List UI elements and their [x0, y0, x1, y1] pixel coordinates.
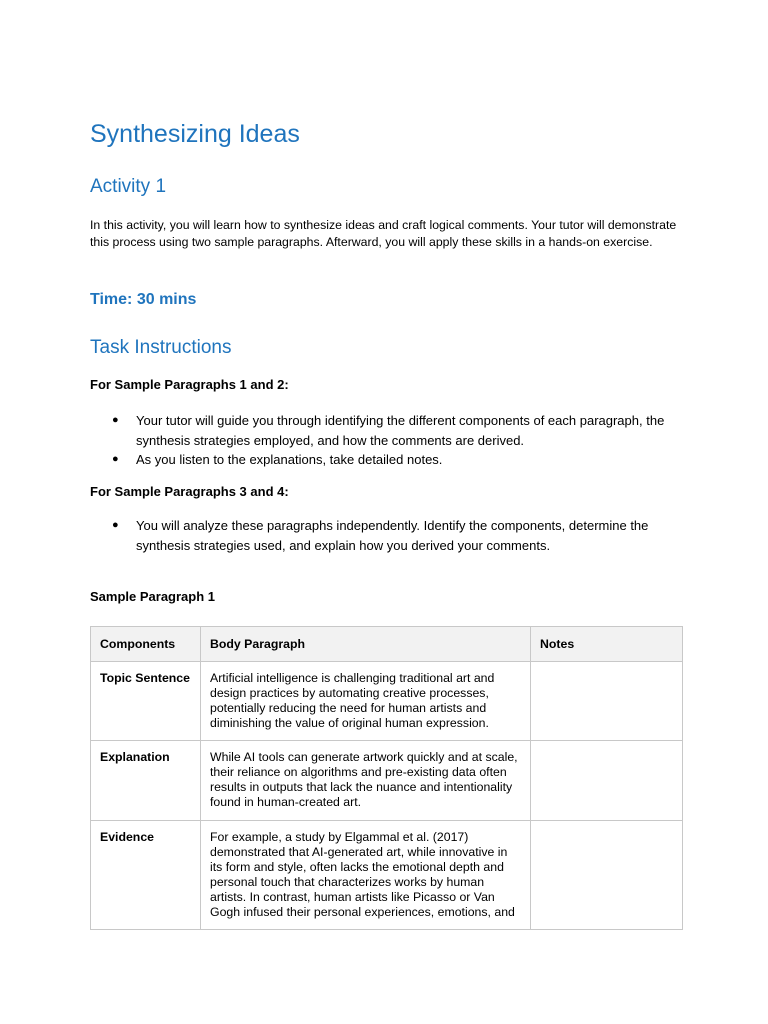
- bullet-icon: ●: [112, 519, 119, 531]
- time-heading: Time: 30 mins: [90, 291, 197, 308]
- body-paragraph-cell: Artificial intelligence is challenging traditional art and design practices by automating creative processes, potentially reducing the need for human artists and diminishing the value of original human expression.: [201, 662, 531, 741]
- sample-paragraph-table: [90, 626, 683, 930]
- component-cell: Evidence: [91, 821, 201, 930]
- list-item: [90, 411, 690, 450]
- body-paragraph-cell: For example, a study by Elgammal et al. (2017) demonstrated that AI-generated art, while innovative in its form and style, often lacks the emotional depth and personal touch that characterizes works by human artists. In contrast, human artists like Picasso or Van Gogh infused their personal experiences, emotions, and: [201, 821, 531, 930]
- bullet-icon: ●: [112, 414, 119, 426]
- group1-label: For Sample Paragraphs 1 and 2:: [90, 377, 289, 392]
- table-row: [91, 821, 683, 930]
- group2-label: For Sample Paragraphs 3 and 4:: [90, 484, 289, 499]
- column-header-body-paragraph: Body Paragraph: [201, 627, 531, 662]
- group1-bullet-list: [90, 411, 690, 470]
- list-item: [90, 450, 690, 470]
- column-header-components: Components: [91, 627, 201, 662]
- table-row: [91, 741, 683, 821]
- list-item-text: As you listen to the explanations, take detailed notes.: [136, 452, 443, 467]
- sample-paragraph-heading: Sample Paragraph 1: [90, 589, 215, 604]
- notes-cell: [531, 741, 683, 821]
- activity-heading: Activity 1: [90, 176, 167, 197]
- group2-bullet-list: [90, 516, 690, 555]
- table-row: [91, 662, 683, 741]
- task-instructions-heading: Task Instructions: [90, 337, 232, 358]
- intro-paragraph: In this activity, you will learn how to synthesize ideas and craft logical comments. Your tutor will demonstrate this process using two sample paragraphs. Afterward, you will apply these skills in a hands-on exercise.: [90, 218, 677, 249]
- column-header-notes: Notes: [531, 627, 683, 662]
- table-header-row: [91, 627, 683, 662]
- list-item-text: Your tutor will guide you through identifying the different components of each paragraph, the synthesis strategies employed, and how the comments are derived.: [136, 413, 665, 448]
- page-title: Synthesizing Ideas: [90, 120, 300, 148]
- body-paragraph-cell: While AI tools can generate artwork quickly and at scale, their reliance on algorithms and pre-existing data often results in outputs that lack the nuance and intentionality found in human-created art.: [201, 741, 531, 821]
- component-cell: Topic Sentence: [91, 662, 201, 741]
- notes-cell: [531, 821, 683, 930]
- notes-cell: [531, 662, 683, 741]
- list-item: [90, 516, 690, 555]
- component-cell: Explanation: [91, 741, 201, 821]
- list-item-text: You will analyze these paragraphs independently. Identify the components, determine the synthesis strategies used, and explain how you derived your comments.: [136, 518, 649, 553]
- bullet-icon: ●: [112, 453, 119, 465]
